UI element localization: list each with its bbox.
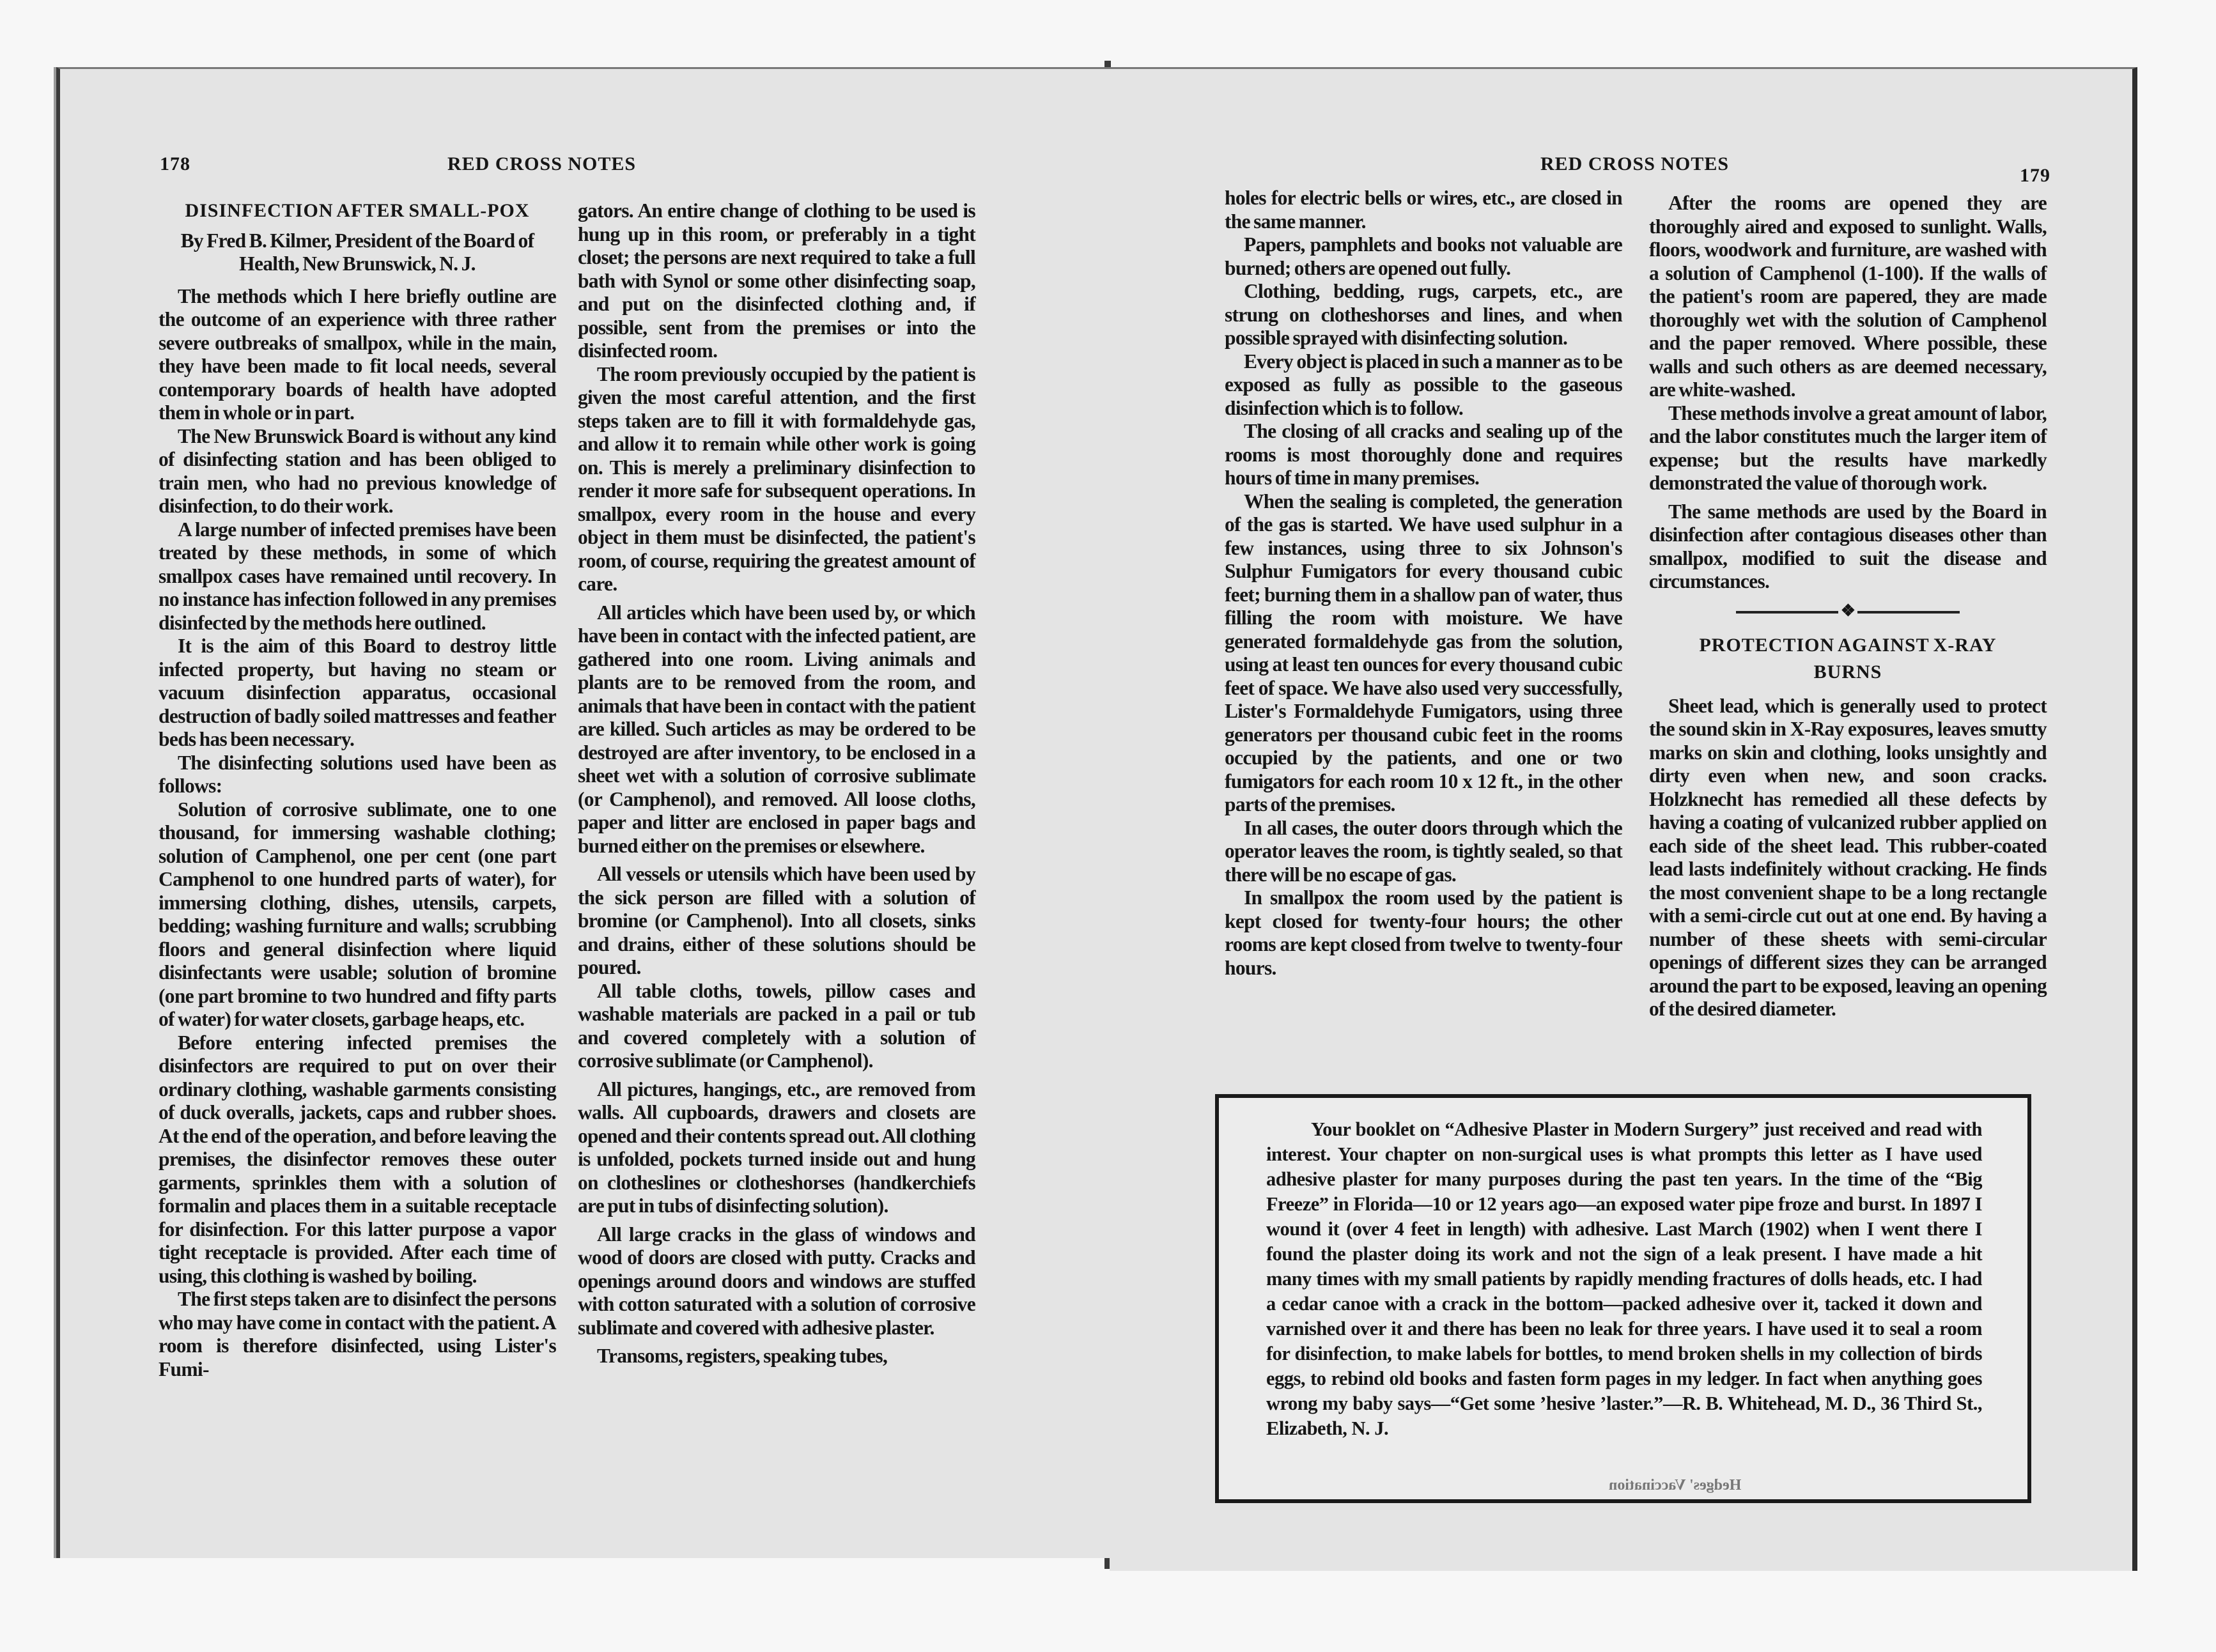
xray-article-title <box>1649 632 2047 686</box>
ornament-divider: ❖ <box>1649 601 2047 621</box>
paragraph: The room previously occupied by the patient is given the most careful attention, and the first steps taken are to fill it with formaldehyde gas, and allow it to remain while other work is going on. This is merely a preliminary disinfection to render it more safe for subsequent operations. In smallpox, every room in the house and every object in them must be disinfected, the patient's room, of course, requiring the greatest amount of care. <box>578 362 975 595</box>
paragraph: All pictures, hangings, etc., are removed from walls. All cupboards, drawers and closets are opened and their contents spread out. All clothing is unfolded, pockets turned inside out and hung on clotheslines or clotheshorses (handkerchiefs are put in tubs of disinfecting solution). <box>578 1077 975 1217</box>
running-head-left: RED CROSS NOTES <box>447 153 637 174</box>
paragraph: In all cases, the outer doors through which the operator leaves the room, is tightly sealed, so that there will be no escape of gas. <box>1225 816 1622 886</box>
paragraph: The New Brunswick Board is without any kind of disinfecting station and has been obliged to train men, who had no previous knowledge of disinfection, to do their work. <box>159 424 556 517</box>
byline: By Fred B. Kilmer, President of the Board of Health, New Brunswick, N. J. <box>180 229 534 275</box>
paragraph: Clothing, bedding, rugs, carpets, etc., are strung on clotheshorses and lines, and when possible sprayed with disinfecting solution. <box>1225 280 1622 349</box>
running-head-right: RED CROSS NOTES <box>1540 153 1730 174</box>
paragraph: Transoms, registers, speaking tubes, <box>597 1345 888 1367</box>
right-column-1 <box>1225 187 1622 980</box>
paragraph: All articles which have been used by, or which have been in contact with the infected patient, are gathered into one room. Living animals and plants are to be removed from the room, and animals that have been in contact with the patient are killed. Such articles as may be ordered to be destroyed are after inventory, to be enclosed in a sheet wet with a solution of corrosive sublimate (or Camphenol), and removed. All loose cloths, paper and litter are enclosed in paper bags and burned either on the premises or elsewhere. <box>578 601 975 857</box>
left-column-2 <box>578 199 975 1368</box>
paragraph: gators. An entire change of clothing to be used is hung up in this room, or preferably in a tight closet; the persons are next required to take a full bath with Synol or some other disinfecting soap, and put on the disinfected clothing and, if possible, sent from the premises or into the disinfected room. <box>578 199 975 362</box>
paragraph: The disinfecting solutions used have been as follows: <box>159 751 556 797</box>
paragraph: Solution of corrosive sublimate, one to one thousand, for immersing washable clothing; solution of Camphenol, one per cent (one part Camphenol to one hundred parts of water), for immersing clothing, dishes, utensils, carpets, bedding; washing furniture and walls; scrubbing floors and general disinfection where liquid disinfectants were usable; solution of bromine (one part bromine to two hundred and fifty parts of water) for water closets, garbage heaps, etc. <box>159 798 556 1030</box>
paragraph: It is the aim of this Board to destroy little infected property, but having no steam or vacuum disinfection apparatus, occasional destruction of badly soiled mattresses and feather beds has been necessary. <box>159 635 556 750</box>
paragraph: In smallpox the room used by the patient is kept closed for twenty-four hours; the other rooms are kept closed from twelve to twenty-four hours. <box>1225 886 1622 979</box>
right-column-2 <box>1649 192 2047 1021</box>
paragraph: These methods involve a great amount of labor, and the labor constitutes much the larger item of expense; but the results have markedly demonstrated the value of thorough work. <box>1649 401 2047 494</box>
page-number-right: 179 <box>2020 165 2050 186</box>
paragraph: Before entering infected premises the disinfectors are required to put on over their ordinary clothing, washable garments consisting of duck overalls, jackets, caps and rubber shoes. At the end of the operation, and before leaving the premises, the disinfector removes these outer garments, sprinkles them with a solution of formalin and places them in a suitable receptacle for disinfection. For this latter purpose a vapor tight receptacle is provided. After each time of using, this clothing is washed by boiling. <box>159 1031 556 1287</box>
paragraph: holes for electric bells or wires, etc., are closed in the same manner. <box>1225 187 1622 233</box>
paragraph: The methods which I here briefly outline are the outcome of an experience with three rather severe outbreaks of smallpox, while in the main, they have been made to fit local needs, several contemporary boards of health have adopted them in whole or in part. <box>159 284 556 424</box>
paragraph: Papers, pamphlets and books not valuable are burned; others are opened out fully. <box>1225 233 1622 279</box>
testimonial-letter-text: Your booklet on “Adhesive Plaster in Modern Surgery” just received and read with interest. Your chapter on non-surgical uses is what prompts this letter as I have used adhesive plaster for many purposes during the past ten years. In the time of the “Big Freeze” in Florida—10 or 12 years ago—an exposed water pipe froze and burst. In 1897 I wound it (over 4 feet in length) with adhesive. Last March (1902) when I went there I found the plaster doing its work and not the sign of a leak present. I have made a hit many times with my small patients by rapidly mending fractures of dolls heads, etc. I had a cedar canoe with a crack in the bottom—packed adhesive over it, tacked it down and varnished over it and there has been no leak for three years. I have used it to seal a room for disinfection, to make labels for bottles, to mend broken shells in my collection of birds eggs, to rebind old books and fasten form pages in my ledger. In fact when anything goes wrong my baby says—“Get some ’hesive ’laster.”—R. B. Whitehead, M. D., 36 Third St., Elizabeth, N. J. <box>1266 1118 1982 1439</box>
testimonial-letter-box <box>1215 1094 2031 1503</box>
paragraph: Every object is placed in such a manner as to be exposed as fully as possible to the gaseous disinfection which is to follow. <box>1225 350 1622 419</box>
xray-title-line-1: PROTECTION AGAINST X-RAY <box>1699 634 1997 656</box>
paragraph: A large number of infected premises have been treated by these methods, in some of which smallpox cases have remained until recovery. In no instance has infection followed in any premises disinfected by the methods here outlined. <box>159 518 556 634</box>
left-column-1 <box>159 199 556 1381</box>
paragraph: All table cloths, towels, pillow cases and washable materials are packed in a pail or tub and covered completely with a solution of corrosive sublimate (or Camphenol). <box>578 979 975 1072</box>
xray-title-line-2: BURNS <box>1813 661 1882 683</box>
paragraph: All vessels or utensils which have been used by the sick person are filled with a solution of bromine (or Camphenol). Into all closets, sinks and drains, either of these solutions should be poured. <box>578 863 975 978</box>
page-number-left: 178 <box>160 153 190 174</box>
article-title: DISINFECTION AFTER SMALL-POX <box>185 200 530 221</box>
paragraph: All large cracks in the glass of windows and wood of doors are closed with putty. Cracks and openings around doors and windows are stuffed with cotton saturated with a solution of corrosive sublimate and covered with adhesive plaster. <box>578 1223 975 1339</box>
paragraph: After the rooms are opened they are thoroughly aired and exposed to sunlight. Walls, floors, woodwork and furniture, are washed with a solution of Camphenol (1-100). If the walls of the patient's room are papered, they are made thoroughly wet with the solution of Camphenol and the paper removed. Where possible, these walls and such others as are deemed necessary, are white-washed. <box>1649 192 2047 401</box>
paragraph: The closing of all cracks and sealing up of the rooms is most thoroughly done and requires hours of time in many premises. <box>1225 420 1622 489</box>
paragraph: The same methods are used by the Board in disinfection after contagious diseases other than smallpox, modified to suit the disease and circumstances. <box>1649 500 2047 592</box>
show-through-text: Hedges' Vaccination <box>1609 1477 1742 1494</box>
paragraph: The first steps taken are to disinfect the persons who may have come in contact with the patient. A room is therefore disinfected, using Lister's Fumi- <box>159 1288 556 1380</box>
paragraph: When the sealing is completed, the generation of the gas is started. We have used sulphur in a few instances, using three to six Johnson's Sulphur Fumigators for every thousand cubic feet; burning them in a shallow pan of water, thus filling the room with moisture. We have generated formaldehyde gas from the solution, using at least ten ounces for every thousand cubic feet of space. We have also used very successfully, Lister's Formaldehyde Fumigators, using three generators per thousand cubic feet in the rooms occupied by the patients, and one or two fumigators for each room 10 x 12 ft., in the other parts of the premises. <box>1225 490 1622 815</box>
paragraph: Sheet lead, which is generally used to protect the sound skin in X-Ray exposures, leaves smutty marks on skin and clothing, looks unsightly and dirty even when new, and soon cracks. Holzknecht has remedied all these defects by having a coating of vulcanized rubber applied on each side of the sheet lead. This rubber-coated lead lasts indefinitely without cracking. He finds the most convenient shape to be a long rectangle with a semi-circle cut out at one end. By having a number of these sheets with semi-circular openings of different sizes they can be arranged around the part to be exposed, leaving an opening of the desired diameter. <box>1649 694 2047 1020</box>
